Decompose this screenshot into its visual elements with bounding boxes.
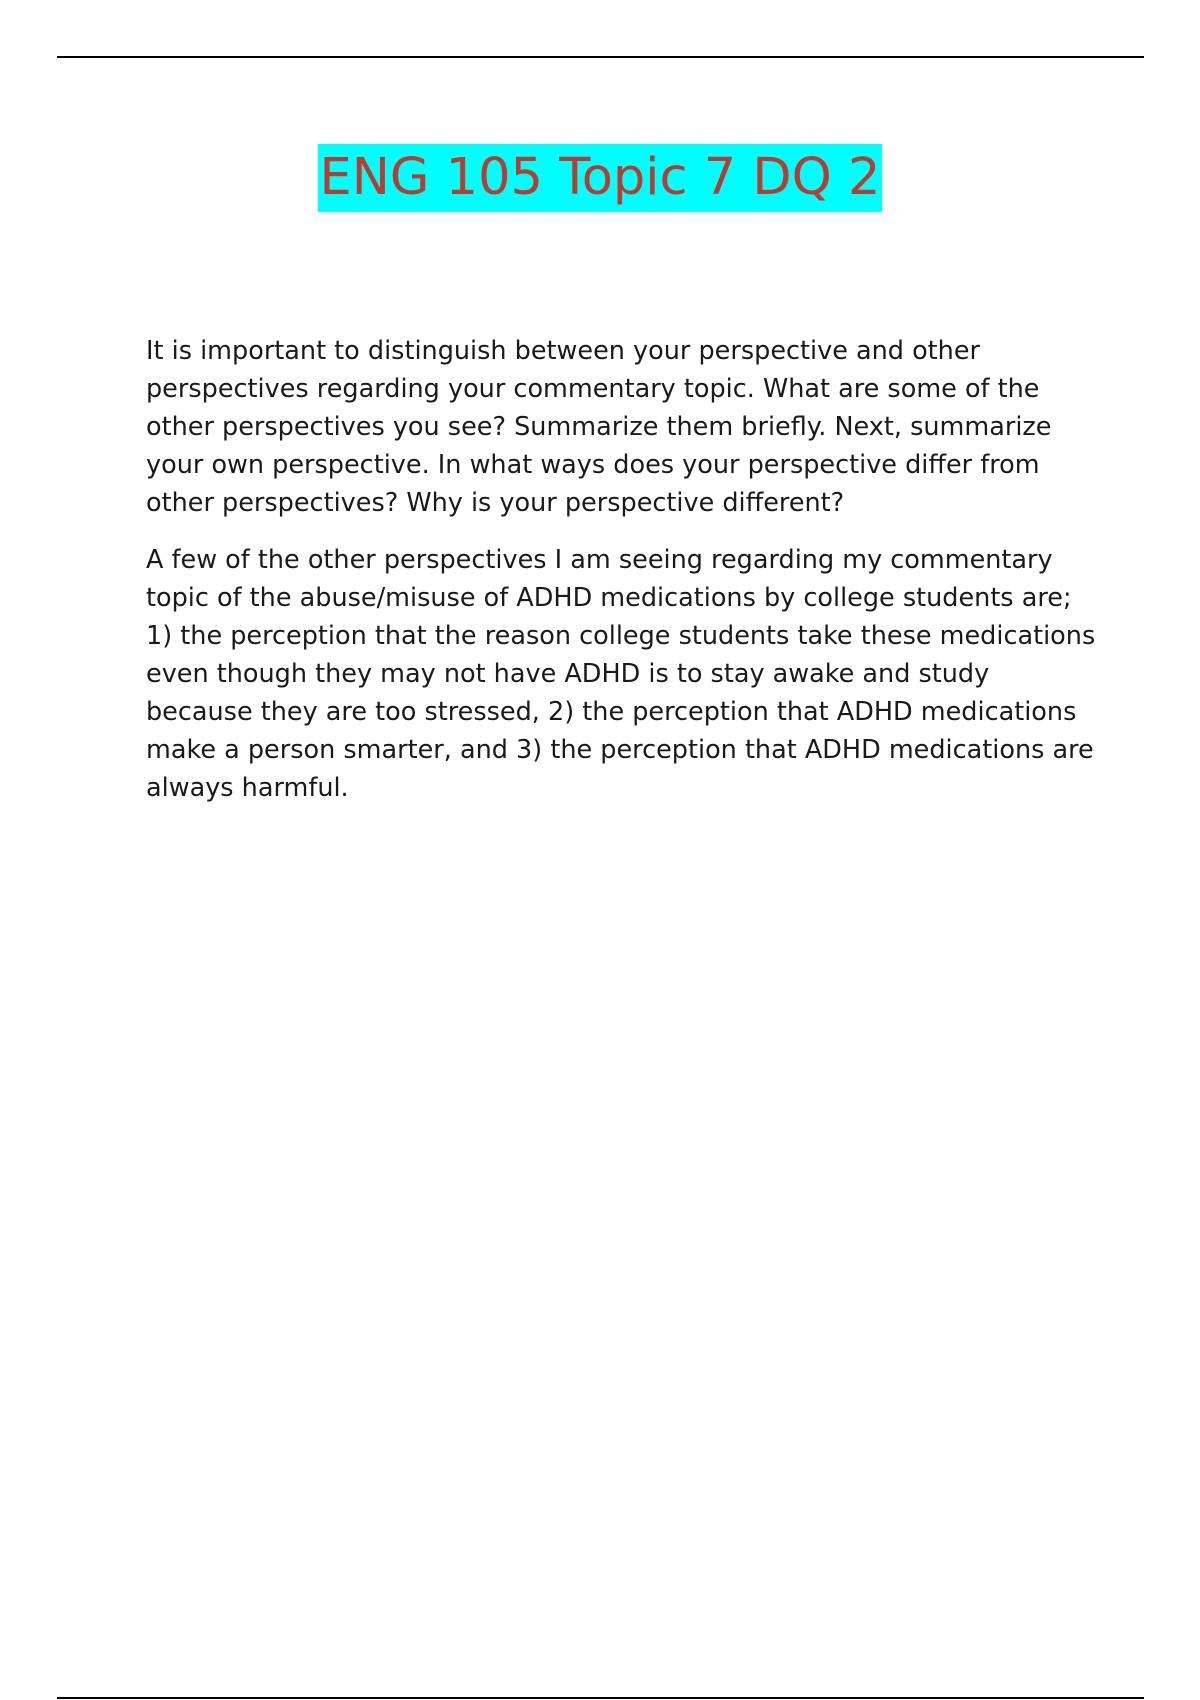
title-container (0, 144, 1200, 212)
top-divider (57, 56, 1144, 58)
document-body (146, 332, 1096, 826)
answer-paragraph: A few of the other perspectives I am seeing regarding my commentary topic of the abuse/misuse of ADHD medications by college students are; 1) the perception that the reason college students take these medications even though they may not have ADHD is to stay awake and study because they are too stressed, 2) the perception that ADHD medications make a person smarter, and 3) the perception that ADHD medications are always harmful. (146, 545, 1096, 803)
bottom-divider (57, 1697, 1144, 1699)
document-title: ENG 105 Topic 7 DQ 2 (318, 144, 883, 212)
question-paragraph: It is important to distinguish between your perspective and other perspectives regarding your commentary topic. What are some of the other perspectives you see? Summarize them briefly. Next, summarize your own perspective. In what ways does your perspective differ from other perspectives? Why is your perspective different? (146, 336, 1052, 518)
